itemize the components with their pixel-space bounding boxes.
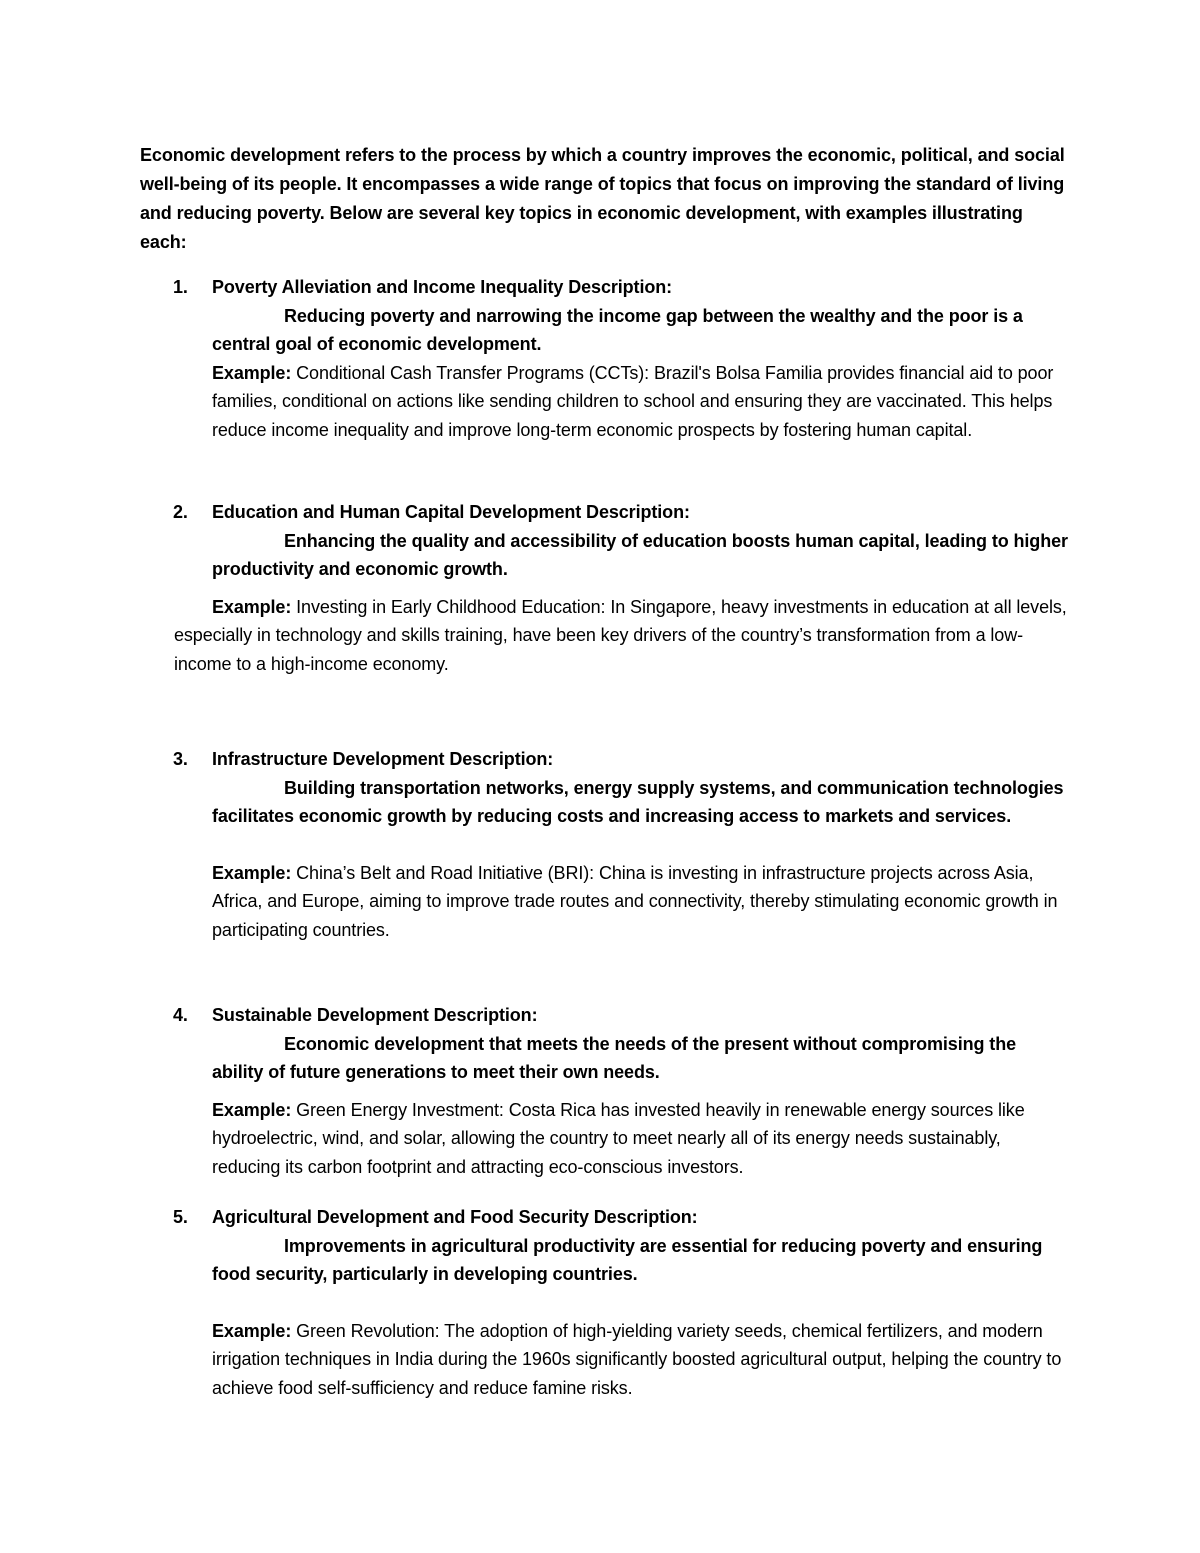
example-label: Example: — [212, 1099, 292, 1120]
topic-item — [140, 273, 1070, 444]
topic-example — [212, 1096, 1070, 1182]
example-label: Example: — [212, 1320, 292, 1341]
topic-description: Improvements in agricultural productivity are essential for reducing poverty and ensuring food security, particularly in developing countries. — [212, 1235, 1043, 1284]
example-text: Green Energy Investment: Costa Rica has invested heavily in renewable energy sources like hydroelectric, wind, and solar, allowing the country to meet nearly all of its energy needs sustainably, reducing its carbon footprint and attracting eco-conscious investors. — [212, 1099, 1025, 1177]
topic-item — [140, 1203, 1070, 1402]
list-number: 2. — [173, 502, 188, 522]
topic-heading: Infrastructure Development Description: — [212, 749, 554, 769]
example-text: Investing in Early Childhood Education: In Singapore, heavy investments in education at all levels, especially in technology and skills training, have been key drivers of the country’s transformation from a low-income to a high-income economy. — [174, 596, 1067, 674]
topic-example — [174, 593, 1070, 679]
example-label: Example: — [212, 862, 292, 883]
example-label: Example: — [212, 362, 292, 383]
topic-item — [140, 745, 1070, 944]
list-number: 4. — [173, 1005, 188, 1025]
example-text: China’s Belt and Road Initiative (BRI): China is investing in infrastructure projects across Asia, Africa, and Europe, aiming to improve trade routes and connectivity, thereby stimulating economic growth in participating countries. — [212, 862, 1058, 940]
example-label: Example: — [212, 596, 292, 617]
topic-example — [212, 359, 1070, 445]
topic-item — [140, 1001, 1070, 1181]
topic-heading: Poverty Alleviation and Income Inequality Description: — [212, 277, 673, 297]
list-number: 3. — [173, 749, 188, 769]
list-number: 1. — [173, 277, 188, 297]
topic-example — [212, 1317, 1070, 1403]
topic-description: Enhancing the quality and accessibility of education boosts human capital, leading to higher productivity and economic growth. — [212, 530, 1068, 579]
topic-item — [140, 498, 1070, 678]
topic-description: Reducing poverty and narrowing the income gap between the wealthy and the poor is a central goal of economic development. — [212, 305, 1023, 354]
topic-description: Building transportation networks, energy supply systems, and communication technologies facilitates economic growth by reducing costs and increasing access to markets and services. — [212, 777, 1064, 826]
topic-description: Economic development that meets the needs of the present without compromising the ability of future generations to meet their own needs. — [212, 1033, 1017, 1082]
topic-example — [212, 859, 1070, 945]
topic-heading: Agricultural Development and Food Security Description: — [212, 1207, 698, 1227]
topic-heading: Sustainable Development Description: — [212, 1005, 538, 1025]
example-text: Green Revolution: The adoption of high-yielding variety seeds, chemical fertilizers, and modern irrigation techniques in India during the 1960s significantly boosted agricultural output, helping the country to achieve food self-sufficiency and reduce famine risks. — [212, 1320, 1062, 1398]
list-number: 5. — [173, 1207, 188, 1227]
topic-heading: Education and Human Capital Development Description: — [212, 502, 690, 522]
example-text: Conditional Cash Transfer Programs (CCTs): Brazil's Bolsa Familia provides financial aid to poor families, conditional on actions like sending children to school and ensuring they are vaccinated. This helps reduce income inequality and improve long-term economic prospects by fostering human capital. — [212, 362, 1054, 440]
intro-paragraph: Economic development refers to the process by which a country improves the economic, political, and social well-being of its people. It encompasses a wide range of topics that focus on improving the standard of living and reducing poverty. Below are several key topics in economic development, with examples illustrating each: — [140, 145, 1065, 252]
